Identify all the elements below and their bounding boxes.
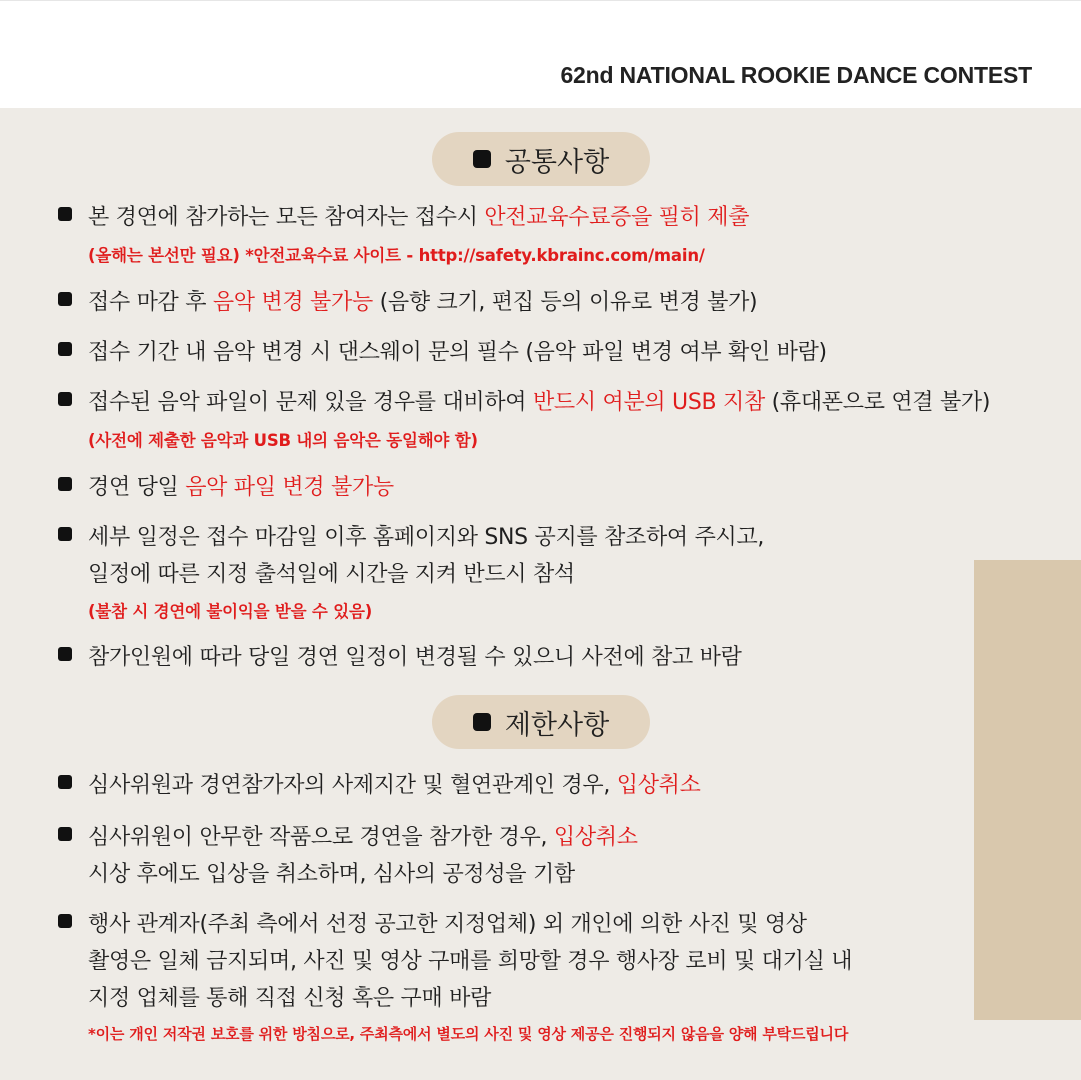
item-emphasis: 음악 파일 변경 불가능 (185, 475, 394, 500)
notice-item: 세부 일정은 접수 마감일 이후 홈페이지와 SNS 공지를 참조하여 주시고, (88, 525, 765, 550)
bullet-icon (58, 392, 72, 406)
bullet-icon (58, 292, 72, 306)
bullet-icon (58, 647, 72, 661)
bullet-icon (58, 914, 72, 928)
item-text: 본 경연에 참가하는 모든 참여자는 접수시 (88, 205, 485, 230)
item-note: (올해는 본선만 필요) *안전교육수료 사이트 - http://safety.kbrainc.com/main/ (88, 246, 705, 265)
header-bar (0, 0, 1081, 109)
notice-item: 행사 관계자(주최 측에서 선정 공고한 지정업체) 외 개인에 의한 사진 및 영상 (88, 912, 807, 937)
item-emphasis: 입상취소 (616, 773, 701, 798)
item-emphasis: 입상취소 (553, 825, 638, 850)
item-emphasis: 반드시 여분의 USB 지참 (532, 390, 765, 415)
item-note: (사전에 제출한 음악과 USB 내의 음악은 동일해야 함) (88, 431, 478, 450)
notice-item (88, 285, 757, 316)
item-text: 접수된 음악 파일이 문제 있을 경우를 대비하여 (88, 390, 533, 415)
notice-item-continued: 촬영은 일체 금지되며, 사진 및 영상 구매를 희망할 경우 행사장 로비 및 대기실 내 (88, 949, 853, 974)
item-text: 경연 당일 (88, 475, 186, 500)
notice-item-continued: 시상 후에도 입상을 취소하며, 심사의 공정성을 기함 (88, 862, 575, 887)
item-text-tail: (음향 크기, 편집 등의 이유로 변경 불가) (372, 290, 758, 315)
notice-item: 참가인원에 따라 당일 경연 일정이 변경될 수 있으니 사전에 참고 바람 (88, 645, 742, 670)
bullet-icon (58, 827, 72, 841)
item-text-tail: (휴대폰으로 연결 불가) (764, 390, 991, 415)
section-heading-restrictions (432, 695, 650, 749)
decorative-block (974, 560, 1081, 1020)
item-note: (불참 시 경연에 불이익을 받을 수 있음) (88, 602, 373, 621)
item-note: *이는 개인 저작권 보호를 위한 방침으로, 주최측에서 별도의 사진 및 영상 제공은 진행되지 않음을 양해 부탁드립니다 (88, 1025, 849, 1043)
item-emphasis: 음악 변경 불가능 (212, 290, 373, 315)
notice-item (88, 768, 701, 799)
item-text: 심사위원과 경연참가자의 사제지간 및 혈연관계인 경우, (88, 773, 617, 798)
notice-item (88, 470, 394, 501)
notice-panel (0, 108, 1081, 1080)
bullet-icon (58, 342, 72, 356)
bullet-icon (58, 207, 72, 221)
notice-item (88, 200, 749, 231)
section-heading-label: 제한사항 (504, 709, 610, 741)
section-heading-label: 공통사항 (504, 146, 610, 178)
notice-item (88, 385, 990, 416)
notice-item-continued: 지정 업체를 통해 직접 신청 혹은 구매 바람 (88, 986, 492, 1011)
contest-title: 62nd NATIONAL ROOKIE DANCE CONTEST (560, 62, 1032, 88)
bullet-icon (58, 527, 72, 541)
square-bullet-icon (473, 150, 491, 168)
item-text: 접수 마감 후 (88, 290, 213, 315)
item-emphasis: 안전교육수료증을 필히 제출 (484, 205, 750, 230)
notice-item: 접수 기간 내 음악 변경 시 댄스웨이 문의 필수 (음악 파일 변경 여부 확인 바람) (88, 340, 827, 365)
section-heading-common (432, 132, 650, 186)
square-bullet-icon (473, 713, 491, 731)
notice-item-continued: 일정에 따른 지정 출석일에 시간을 지켜 반드시 참석 (88, 562, 575, 587)
notice-item (88, 820, 638, 851)
bullet-icon (58, 477, 72, 491)
bullet-icon (58, 775, 72, 789)
item-text: 심사위원이 안무한 작품으로 경연을 참가한 경우, (88, 825, 554, 850)
